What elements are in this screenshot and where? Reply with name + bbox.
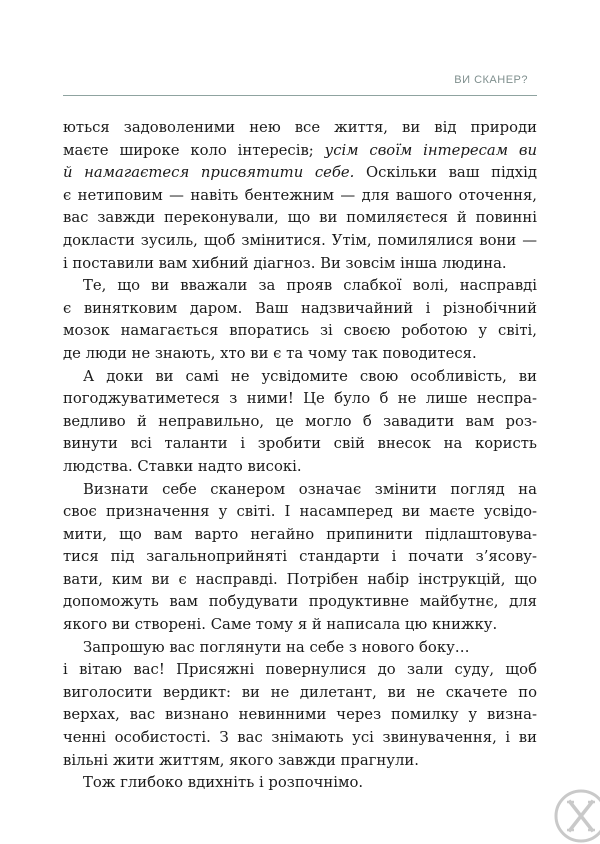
text-span: маєте широке коло інтересів; xyxy=(63,141,325,159)
text-line: і поставили вам хибний діагноз. Ви зовсім інша людина. xyxy=(63,254,507,272)
text-line: де люди не знають, хто ви є та чому так поводитеся. xyxy=(63,344,477,362)
text-line: верхах, вас визнано невинними через помилку у визна- xyxy=(63,706,537,724)
text-line: ведливо й неправильно, це могло б завадити вам роз- xyxy=(63,412,537,430)
text-line: є нетиповим — навіть бентежним — для вашого оточення, xyxy=(63,186,537,204)
text-line: мозок намагається впоратись зі своєю роботою у світі, xyxy=(63,322,537,340)
text-line: вати, ким ви є насправді. Потрібен набір інструкцій, що xyxy=(63,570,537,588)
text-span: Оскільки ваш підхід xyxy=(354,164,537,182)
text-line: ченні особистості. З вас знімають усі звинувачення, і ви xyxy=(63,729,537,747)
running-header: ВИ СКАНЕР? xyxy=(454,74,528,86)
body-text xyxy=(63,117,537,795)
text-line: Тож глибоко вдихніть і розпочнімо. xyxy=(83,774,364,792)
text-line xyxy=(63,162,537,185)
text-line: Визнати себе сканером означає змінити погляд на xyxy=(83,480,537,498)
italic-span: усім своїм інтересам ви xyxy=(324,141,537,159)
text-line: якого ви створені. Саме тому я й написала цю книжку. xyxy=(63,616,498,634)
header-rule xyxy=(63,95,537,96)
text-line: Те, що ви вважали за прояв слабкої волі, насправді xyxy=(83,277,537,295)
text-line xyxy=(63,140,537,163)
text-line: погоджуватиметеся з ними! Це було б не лише неспра- xyxy=(63,390,537,408)
text-line: своє призначення у світі. І насамперед ви маєте усвідо- xyxy=(63,503,537,521)
text-line: і вітаю вас! Присяжні повернулися до зали суду, щоб xyxy=(63,661,537,679)
text-line: є винятковим даром. Ваш надзвичайний і різнобічний xyxy=(63,299,537,317)
text-line: тися під загальноприйняті стандарти і почати з’ясову- xyxy=(63,548,537,566)
publisher-x-logo-icon xyxy=(553,788,600,844)
text-line: докласти зусиль, щоб змінитися. Утім, помилялися вони — xyxy=(63,231,537,249)
text-line: мити, що вам варто негайно припинити підлаштовува- xyxy=(63,525,537,543)
text-line: вільні жити життям, якого завжди прагнули. xyxy=(63,751,419,769)
text-line: людства. Ставки надто високі. xyxy=(63,457,302,475)
text-line: ються задоволеними нею все життя, ви від природи xyxy=(63,119,537,136)
text-line: Запрошую вас поглянути на себе з нового боку… xyxy=(83,638,470,656)
text-line: винути всі таланти і зробити свій внесок на користь xyxy=(63,435,537,453)
text-line: допоможуть вам побудувати продуктивне майбутнє, для xyxy=(63,593,537,611)
italic-span: й намагаєтеся присвятити себе. xyxy=(63,164,355,182)
text-line: виголосити вердикт: ви не дилетант, ви не скачете по xyxy=(63,683,537,701)
text-line: вас завжди переконували, що ви помиляєтеся й повинні xyxy=(63,209,537,227)
text-line: А доки ви самі не усвідомите свою особливість, ви xyxy=(83,367,537,385)
